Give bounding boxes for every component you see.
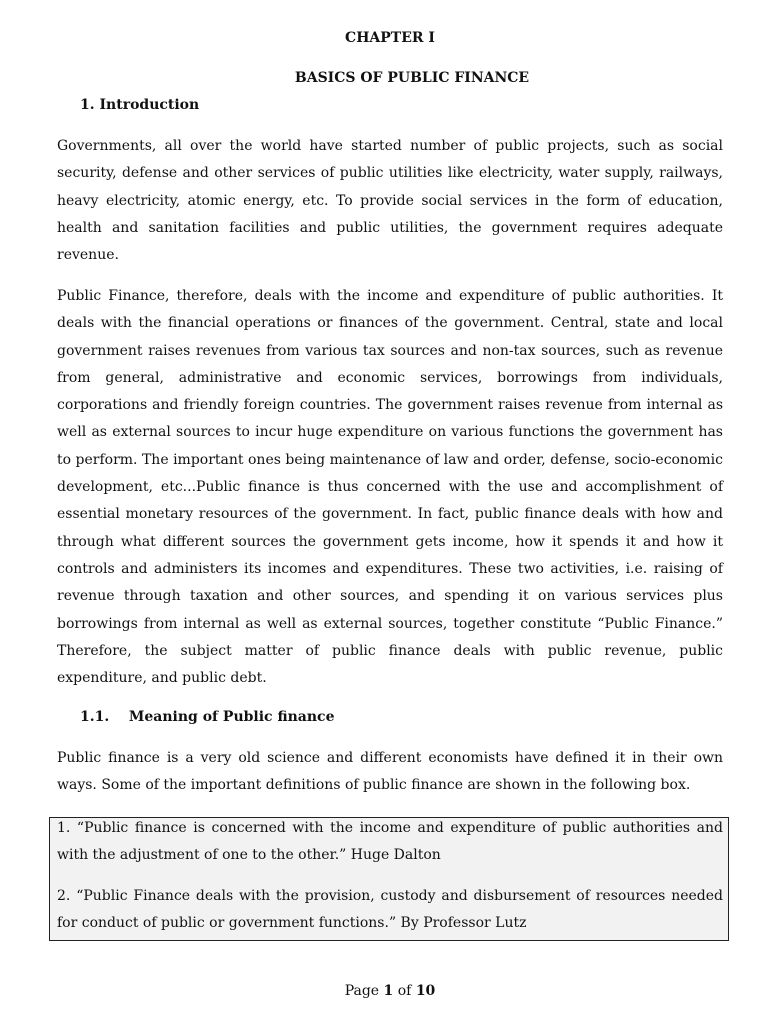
chapter-label: CHAPTER I xyxy=(345,30,435,46)
section-heading-meaning xyxy=(80,709,335,725)
page-total: 10 xyxy=(415,983,436,999)
intro-paragraph-2: Public Finance, therefore, deals with the income and expenditure of public authorities. It deals with the financial operations or finances of the government. Central, state and local government raises revenues from various tax sources and non-tax sources, such as revenue from general, administrative and economic services, borrowings from individuals, corporations and friendly foreign countries. The government raises revenue from internal as well as external sources to incur huge expenditure on various functions the government has to perform. The important ones being maintenance of law and order, defense, socio-economic development, etc...Public finance is thus concerned with the use and accomplishment of essential monetary resources of the government. In fact, public finance deals with how and through what different sources the government gets income, how it spends it and how it controls and administers its incomes and expenditures. These two activities, i.e. raising of revenue through taxation and other sources, and spending it on various services plus borrowings from internal as well as external sources, together constitute “Public Finance.” Therefore, the subject matter of public finance deals with public revenue, public expenditure, and public debt. xyxy=(57,288,723,687)
definition-item: 1. “Public finance is concerned with the income and expenditure of public authorities and with the adjustment of one to the other.” Huge Dalton xyxy=(57,820,723,864)
section-number: 1. xyxy=(80,97,95,113)
chapter-title: BASICS OF PUBLIC FINANCE xyxy=(294,70,530,86)
definition-item: 2. “Public Finance deals with the provision, custody and disbursement of resources needed for conduct of public or government functions.” By Professor Lutz xyxy=(57,888,723,932)
page-prefix: Page xyxy=(344,983,380,999)
section-title: Introduction xyxy=(99,97,200,113)
section-number: 1.1. xyxy=(80,709,110,725)
definitions-box xyxy=(49,817,729,941)
page-number xyxy=(0,983,768,999)
meaning-paragraph: Public finance is a very old science and different economists have defined it in their own ways. Some of the important definitions of public finance are shown in the following box. xyxy=(57,750,723,794)
intro-paragraph-1: Governments, all over the world have started number of public projects, such as social security, defense and other services of public utilities like electricity, water supply, railways, heavy electricity, atomic energy, etc. To provide social services in the form of education, health and sanitation facilities and public utilities, the government requires adequate revenue. xyxy=(57,138,723,264)
page-of: of xyxy=(397,983,412,999)
section-heading-introduction xyxy=(80,97,199,113)
section-title: Meaning of Public finance xyxy=(128,709,335,725)
page-current: 1 xyxy=(383,983,394,999)
